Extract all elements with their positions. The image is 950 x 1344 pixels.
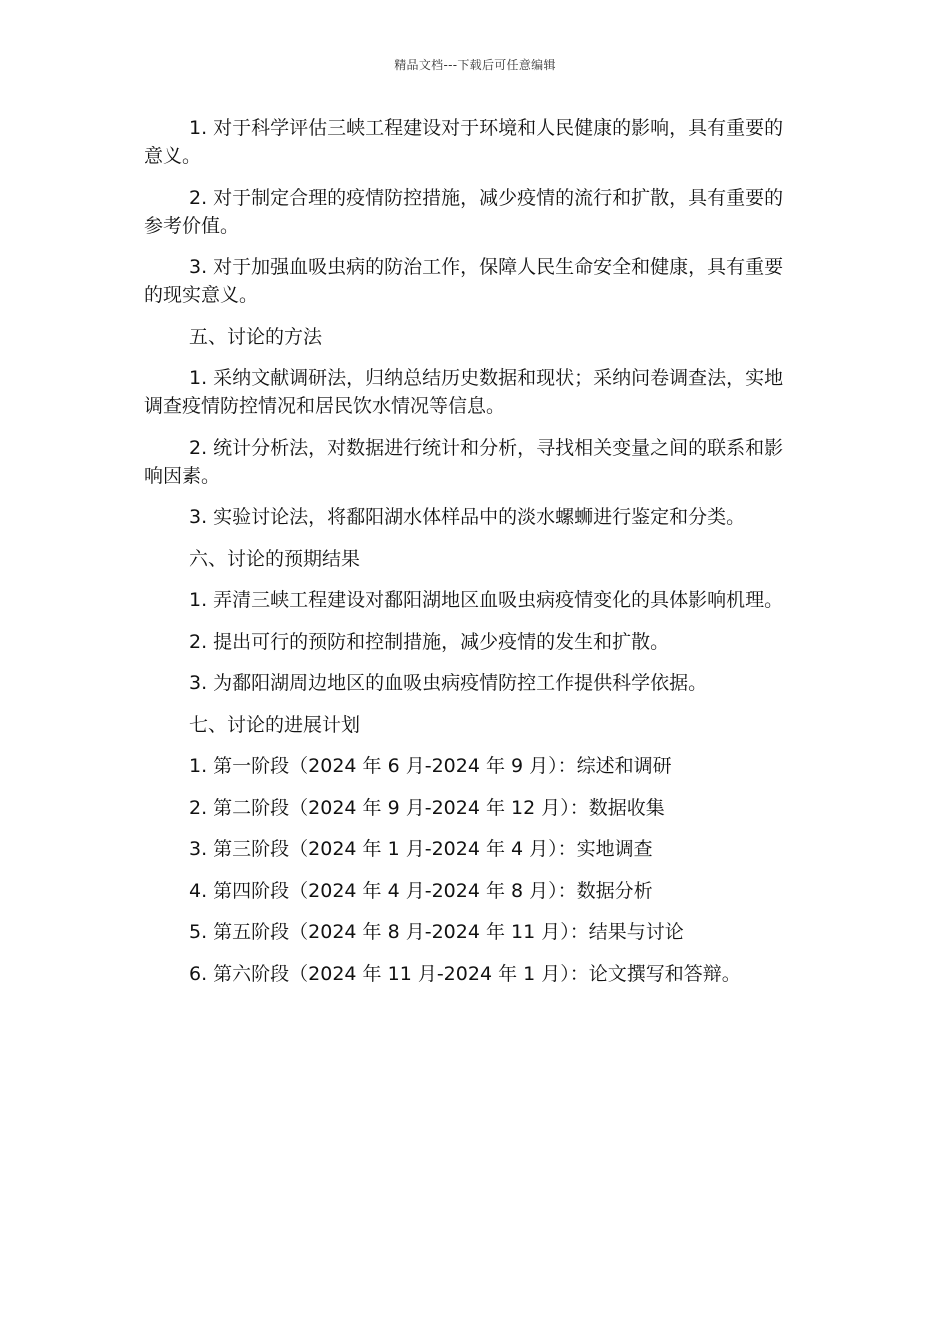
significance-item-3: 3. 对于加强血吸虫病的防治工作，保障人民生命安全和健康，具有重要的现实意义。 (144, 256, 784, 306)
methods-item-2: 2. 统计分析法，对数据进行统计和分析，寻找相关变量之间的联系和影响因素。 (144, 436, 784, 487)
results-item-1: 1. 弄清三峡工程建设对鄱阳湖地区血吸虫病疫情变化的具体影响机理。 (189, 589, 784, 611)
page-header: 精品文档---下载后可任意编辑 (394, 58, 556, 72)
plan-item-1: 1. 第一阶段（2024 年 6 月-2024 年 9 月）：综述和调研 (189, 755, 672, 777)
plan-heading: 七、讨论的进展计划 (189, 713, 361, 736)
plan-item-6: 6. 第六阶段（2024 年 11 月-2024 年 1 月）：论文撰写和答辩。 (189, 962, 741, 985)
methods-heading: 五、讨论的方法 (189, 325, 323, 348)
plan-item-2: 2. 第二阶段（2024 年 9 月-2024 年 12 月）：数据收集 (189, 796, 665, 819)
methods-item-3: 3. 实验讨论法，将鄱阳湖水体样品中的淡水螺蛳进行鉴定和分类。 (189, 506, 746, 528)
results-heading: 六、讨论的预期结果 (189, 547, 361, 570)
methods-item-1: 1. 采纳文献调研法，归纳总结历史数据和现状；采纳问卷调查法，实地调查疫情防控情况和居民饮水情况等信息。 (144, 367, 784, 417)
significance-item-2: 2. 对于制定合理的疫情防控措施，减少疫情的流行和扩散，具有重要的参考价值。 (144, 186, 784, 237)
plan-item-3: 3. 第三阶段（2024 年 1 月-2024 年 4 月）：实地调查 (189, 838, 653, 860)
significance-item-1: 1. 对于科学评估三峡工程建设对于环境和人民健康的影响，具有重要的意义。 (144, 117, 784, 167)
document-body (144, 114, 800, 1001)
results-item-3: 3. 为鄱阳湖周边地区的血吸虫病疫情防控工作提供科学依据。 (189, 672, 708, 694)
plan-item-4: 4. 第四阶段（2024 年 4 月-2024 年 8 月）：数据分析 (189, 879, 653, 902)
results-item-2: 2. 提出可行的预防和控制措施，减少疫情的发生和扩散。 (189, 630, 670, 653)
plan-item-5: 5. 第五阶段（2024 年 8 月-2024 年 11 月）：结果与讨论 (189, 921, 684, 943)
